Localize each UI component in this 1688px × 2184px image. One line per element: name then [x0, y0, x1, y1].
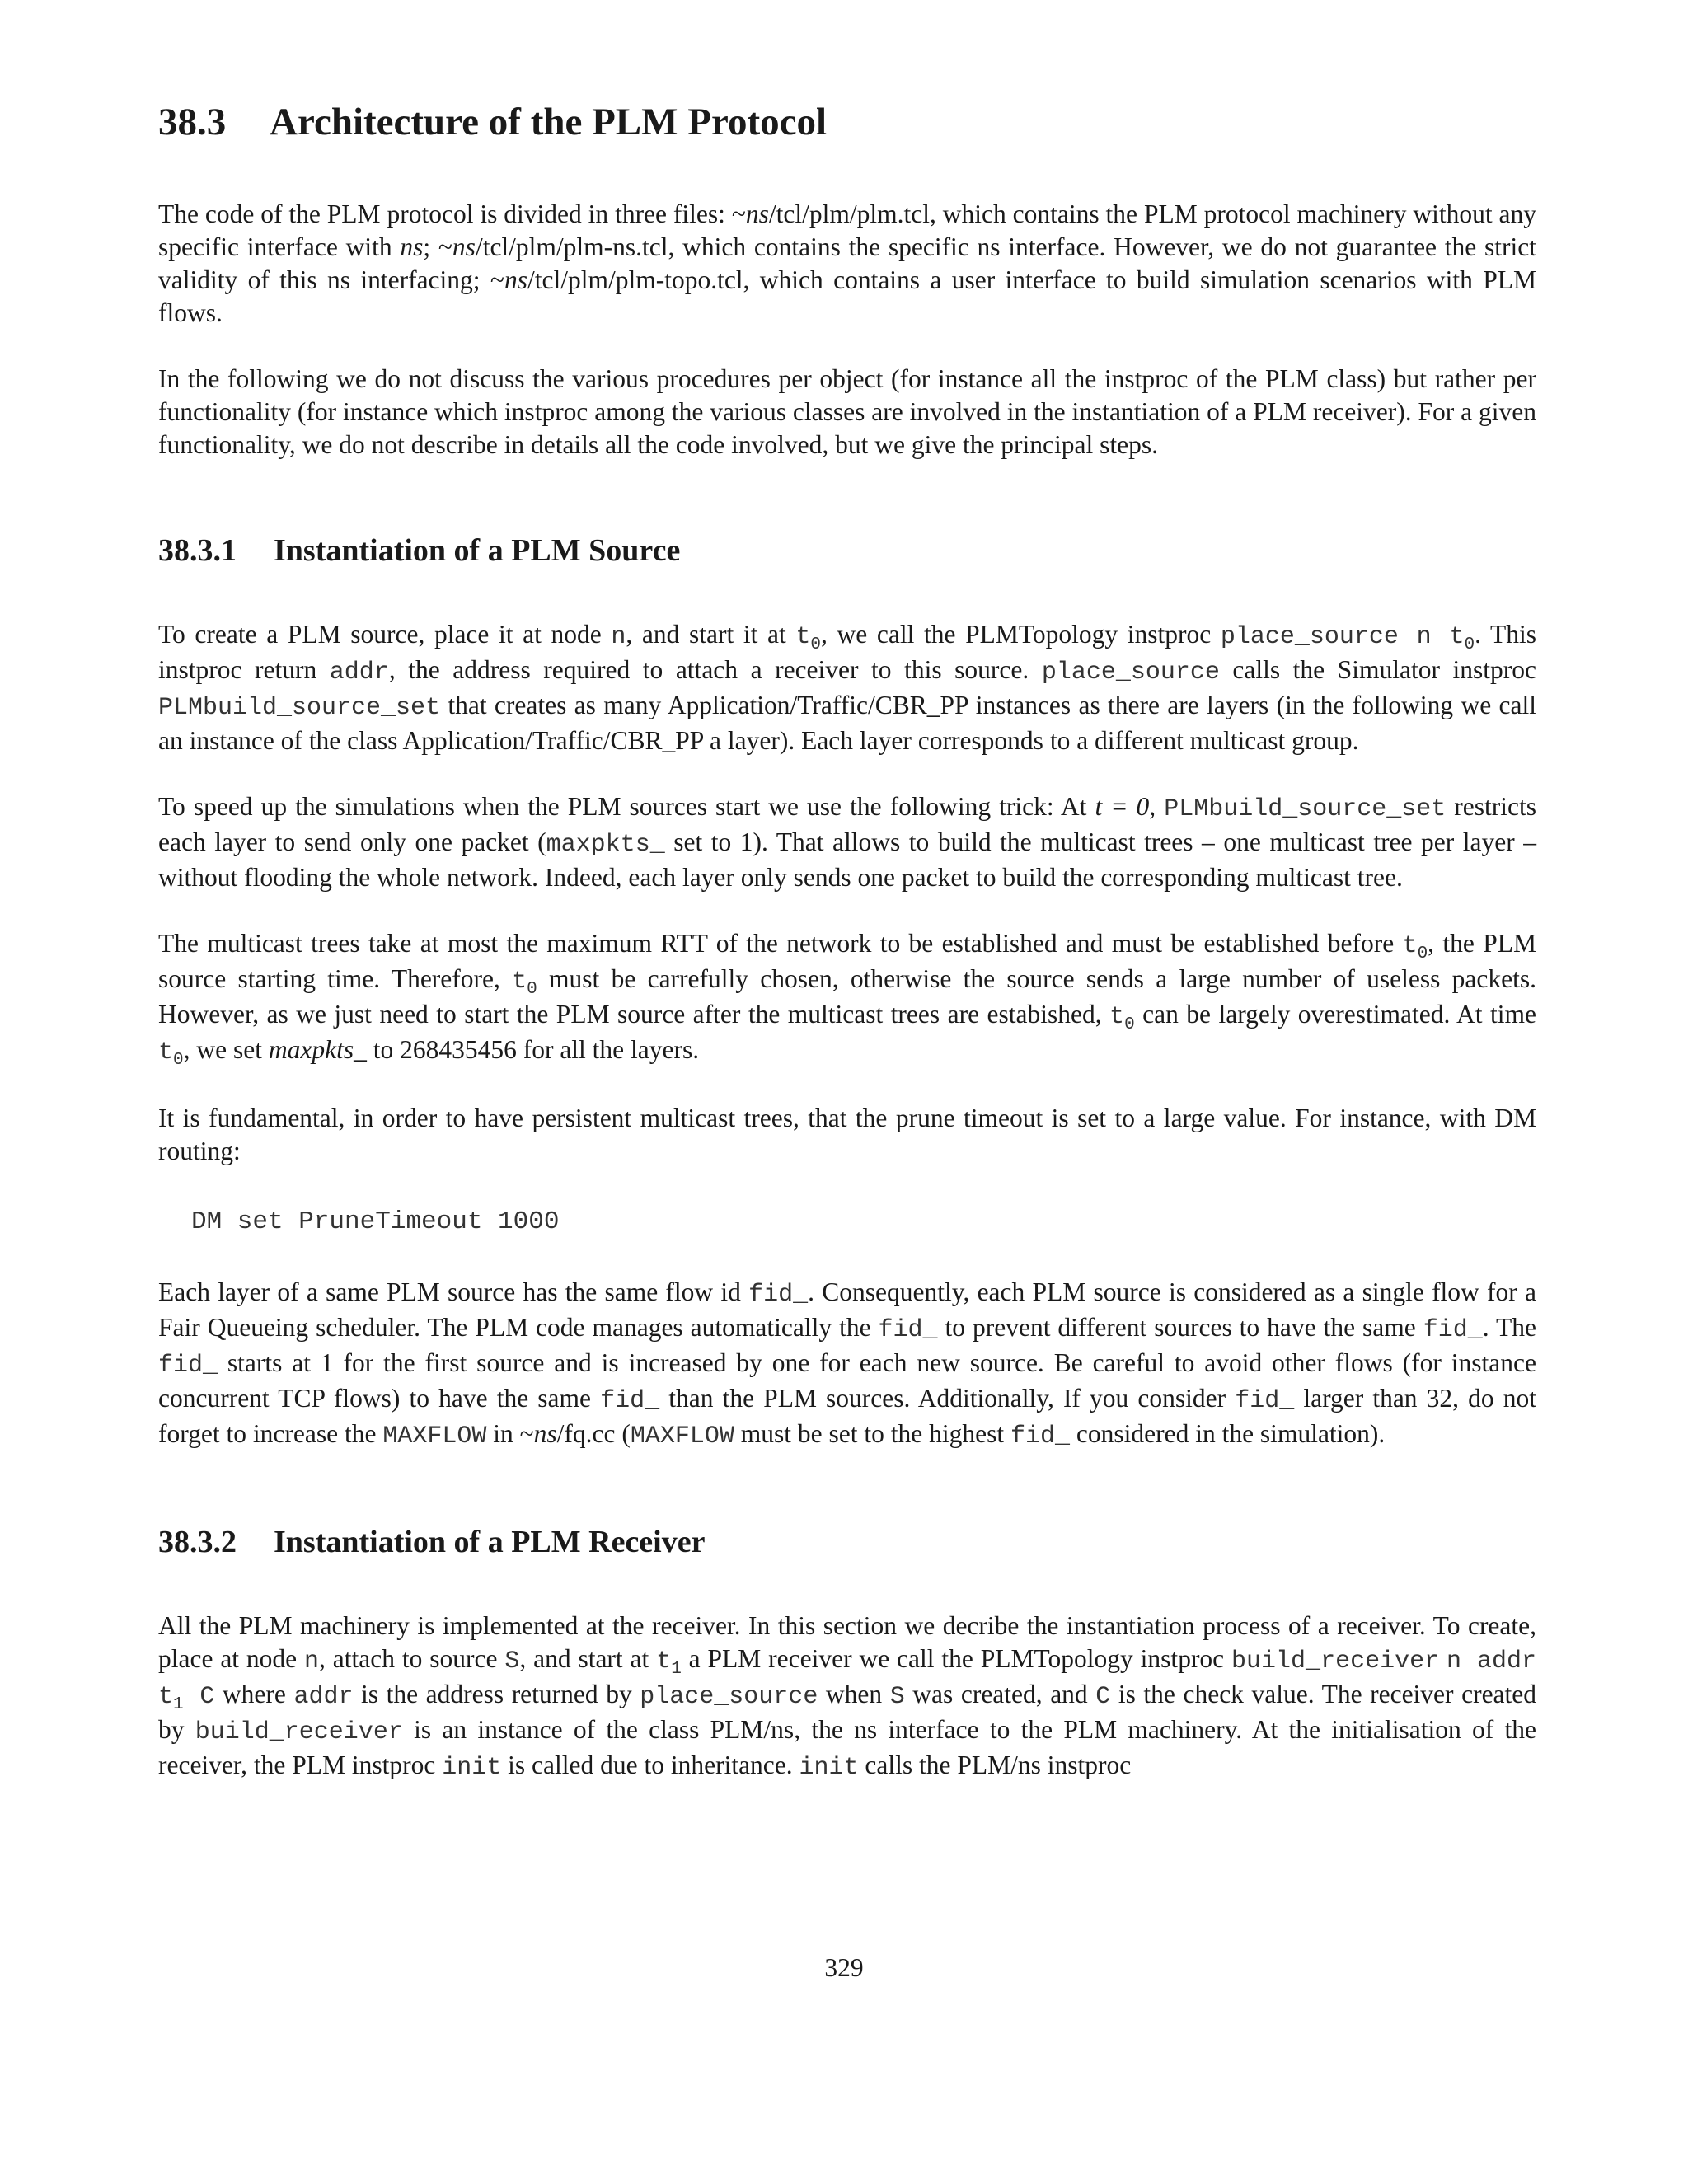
text: is the address returned by [353, 1679, 640, 1708]
subscript: 0 [527, 979, 537, 999]
code: build_receiver [1231, 1647, 1440, 1675]
italic-text: ns [533, 1418, 557, 1448]
page-content [158, 92, 1536, 1784]
italic-text: maxpkts_ [268, 1034, 367, 1064]
text: The code of the PLM protocol is divided in three files: ~ [158, 199, 746, 229]
text: set to 1). That allows to build the multicast trees – one multicast tree per layer – without flooding the whole network. Indeed, each layer only sends one packet to build the corresponding multicast tree. [158, 827, 1536, 892]
text: where [214, 1679, 294, 1708]
text: /tcl/plm/plm.tcl, which contains the PLM protocol machinery without any specific interface with [158, 199, 1536, 262]
code: addr [293, 1682, 354, 1711]
code [1402, 931, 1428, 963]
code: fid_ [600, 1386, 660, 1415]
intro-paragraph-2: In the following we do not discuss the various procedures per object (for instance all the instproc of the PLM class) but rather per functionality (for instance which instproc among the various classes are involved in the instantiation of a PLM receiver). For a given functionality, we do not describe in details all the code involved, but we give the principal steps. [158, 364, 1536, 460]
text: t [512, 967, 528, 996]
subscript: 0 [810, 635, 821, 654]
subscript: 0 [1464, 635, 1475, 654]
text: was created, and [904, 1679, 1096, 1708]
text: restricts each layer to send only one packet ( [158, 791, 1537, 856]
text: , we set [183, 1034, 269, 1064]
section-title: Architecture of the PLM Protocol [270, 101, 828, 143]
code: fid_ [1235, 1386, 1295, 1415]
text: a PLM receiver we call the PLMTopology instproc [681, 1643, 1232, 1673]
section-heading [158, 99, 1536, 145]
text: ns [504, 265, 528, 295]
text: , and start it at [626, 619, 796, 649]
subscript: 1 [671, 1659, 682, 1679]
text: . The [1482, 1312, 1536, 1342]
code: init [442, 1753, 502, 1782]
subsection-heading-1 [158, 532, 1536, 570]
code: build_receiver [195, 1718, 403, 1746]
code: place_source [640, 1682, 818, 1711]
text: The multicast trees take at most the maximum RTT of the network to be established and must be established before [158, 928, 1403, 958]
subsection-number: 38.3.2 [158, 1524, 237, 1559]
subsection-title: Instantiation of a PLM Source [274, 533, 681, 569]
text: , the address required to attach a receiver to this source. [388, 654, 1042, 684]
code [795, 622, 821, 654]
text: ns [400, 232, 424, 262]
text: , the PLM source starting time. Therefore, [158, 928, 1536, 993]
text: To speed up the simulations when the PLM sources start we use the following trick: At [158, 791, 1095, 821]
text: is the check value. The receiver created by [158, 1679, 1537, 1744]
subscript: 0 [1417, 944, 1428, 963]
code: init [799, 1753, 859, 1782]
text: place_source n t [1220, 622, 1465, 651]
code: n [611, 622, 626, 651]
section-number: 38.3 [158, 101, 227, 143]
subscript: 1 [173, 1694, 184, 1714]
code: addr [329, 658, 389, 687]
text: t [1109, 1002, 1125, 1031]
text: . Consequently, each PLM source is considered as a single flow for a Fair Queueing scheduler. The PLM code manages automatically the [158, 1277, 1536, 1342]
code: place_source [1041, 658, 1220, 687]
code: n [304, 1647, 320, 1675]
text: , attach to source [319, 1643, 505, 1673]
text: t [1402, 931, 1418, 960]
text: n addr t [158, 1647, 1536, 1711]
text: can be largely overestimated. At time [1134, 999, 1536, 1029]
text: calls the PLM/ns instproc [858, 1750, 1132, 1779]
subscript: 0 [1124, 1015, 1135, 1034]
code: C [1095, 1682, 1111, 1711]
subscript: 0 [173, 1050, 184, 1070]
math: t = 0 [1095, 791, 1150, 821]
text: ns [745, 199, 769, 229]
text: is an instance of the class PLM/ns, the ns interface to the PLM machinery. At the initialisation of the receiver, the PLM instproc [158, 1714, 1536, 1779]
code: MAXFLOW [630, 1422, 734, 1451]
code-block: DM set PruneTimeout 1000 [191, 1207, 560, 1236]
text: t [656, 1647, 672, 1675]
code [1220, 622, 1475, 654]
code [1109, 1002, 1135, 1034]
text: ns [452, 232, 476, 262]
code: fid_ [1010, 1422, 1070, 1451]
text: /tcl/plm/plm-ns.tcl, which contains the specific ns interface. However, we do not guarantee the strict validity of this ns interfacing; ~ [158, 232, 1536, 295]
text: starts at 1 for the first source and is increased by one for each new source. Be careful to avoid other flows (for instance concurrent TCP flows) to have the same [158, 1347, 1536, 1413]
text: All the PLM machinery is implemented at the receiver. In this section we decribe the instantiation process of a receiver. To create, place at node [158, 1610, 1536, 1673]
code: S [889, 1682, 905, 1711]
code [512, 967, 537, 999]
text: To create a PLM source, place it at node [158, 619, 612, 649]
sub1-paragraph-4: It is fundamental, in order to have persistent multicast trees, that the prune timeout is set to a large value. For instance, with DM routing: [158, 1103, 1536, 1165]
code: MAXFLOW [382, 1422, 487, 1451]
text: to prevent different sources to have the same [937, 1312, 1423, 1342]
text: must be carrefully chosen, otherwise the source sends a large number of useless packets. However, as we just need to start the PLM source after the multicast trees are estabished, [158, 963, 1536, 1029]
text: Each layer of a same PLM source has the same flow id [158, 1277, 749, 1306]
text: /fq.cc ( [556, 1418, 631, 1448]
code: fid_ [158, 1351, 218, 1380]
text: to 268435456 for all the layers. [366, 1034, 700, 1064]
sub2-paragraph-1 [158, 1610, 1536, 1784]
code: maxpkts_ [546, 830, 665, 859]
text: , we call the PLMTopology instproc [821, 619, 1221, 649]
text: ; ~ [423, 232, 452, 262]
text: , [1149, 791, 1165, 821]
code: fid_ [1423, 1315, 1483, 1344]
text: considered in the simulation). [1070, 1418, 1386, 1448]
text: , and start at [519, 1643, 657, 1673]
code [158, 1038, 184, 1070]
sub1-paragraph-5 [158, 1276, 1536, 1453]
code [656, 1647, 682, 1679]
code: PLMbuild_source_set [1164, 794, 1447, 823]
code: fid_ [878, 1315, 938, 1344]
page-number: 329 [824, 1953, 864, 1982]
text: when [818, 1679, 890, 1708]
text: . This instproc return [158, 619, 1537, 684]
sub1-paragraph-2 [158, 790, 1536, 894]
text: t [158, 1038, 174, 1066]
sub1-paragraph-3 [158, 927, 1536, 1069]
text: is called due to inheritance. [501, 1750, 799, 1779]
code: fid_ [748, 1280, 809, 1309]
text: calls the Simulator instproc [1219, 654, 1536, 684]
code: PLMbuild_source_set [158, 693, 441, 722]
intro-paragraph-1 [158, 198, 1536, 330]
text: must be set to the highest [734, 1418, 1010, 1448]
text: t [795, 622, 811, 651]
code: S [504, 1647, 520, 1675]
text: than the PLM sources. Additionally, If you consider [659, 1383, 1236, 1413]
subsection-number: 38.3.1 [158, 533, 237, 569]
subsection-title: Instantiation of a PLM Receiver [274, 1524, 706, 1559]
sub1-paragraph-1 [158, 618, 1536, 757]
text: larger than 32, do not forget to increase the [158, 1383, 1537, 1448]
text: that creates as many Application/Traffic/CBR_PP instances as there are layers (in the following we call an instance of the class Application/Traffic/CBR_PP a layer). Each layer corresponds to a different multicast group. [158, 690, 1536, 755]
text: /tcl/plm/plm-topo.tcl, which contains a user interface to build simulation scenarios with PLM flows. [158, 265, 1536, 328]
text: in ~ [486, 1418, 534, 1448]
subsection-heading-2 [158, 1524, 1536, 1562]
text: C [199, 1682, 215, 1711]
